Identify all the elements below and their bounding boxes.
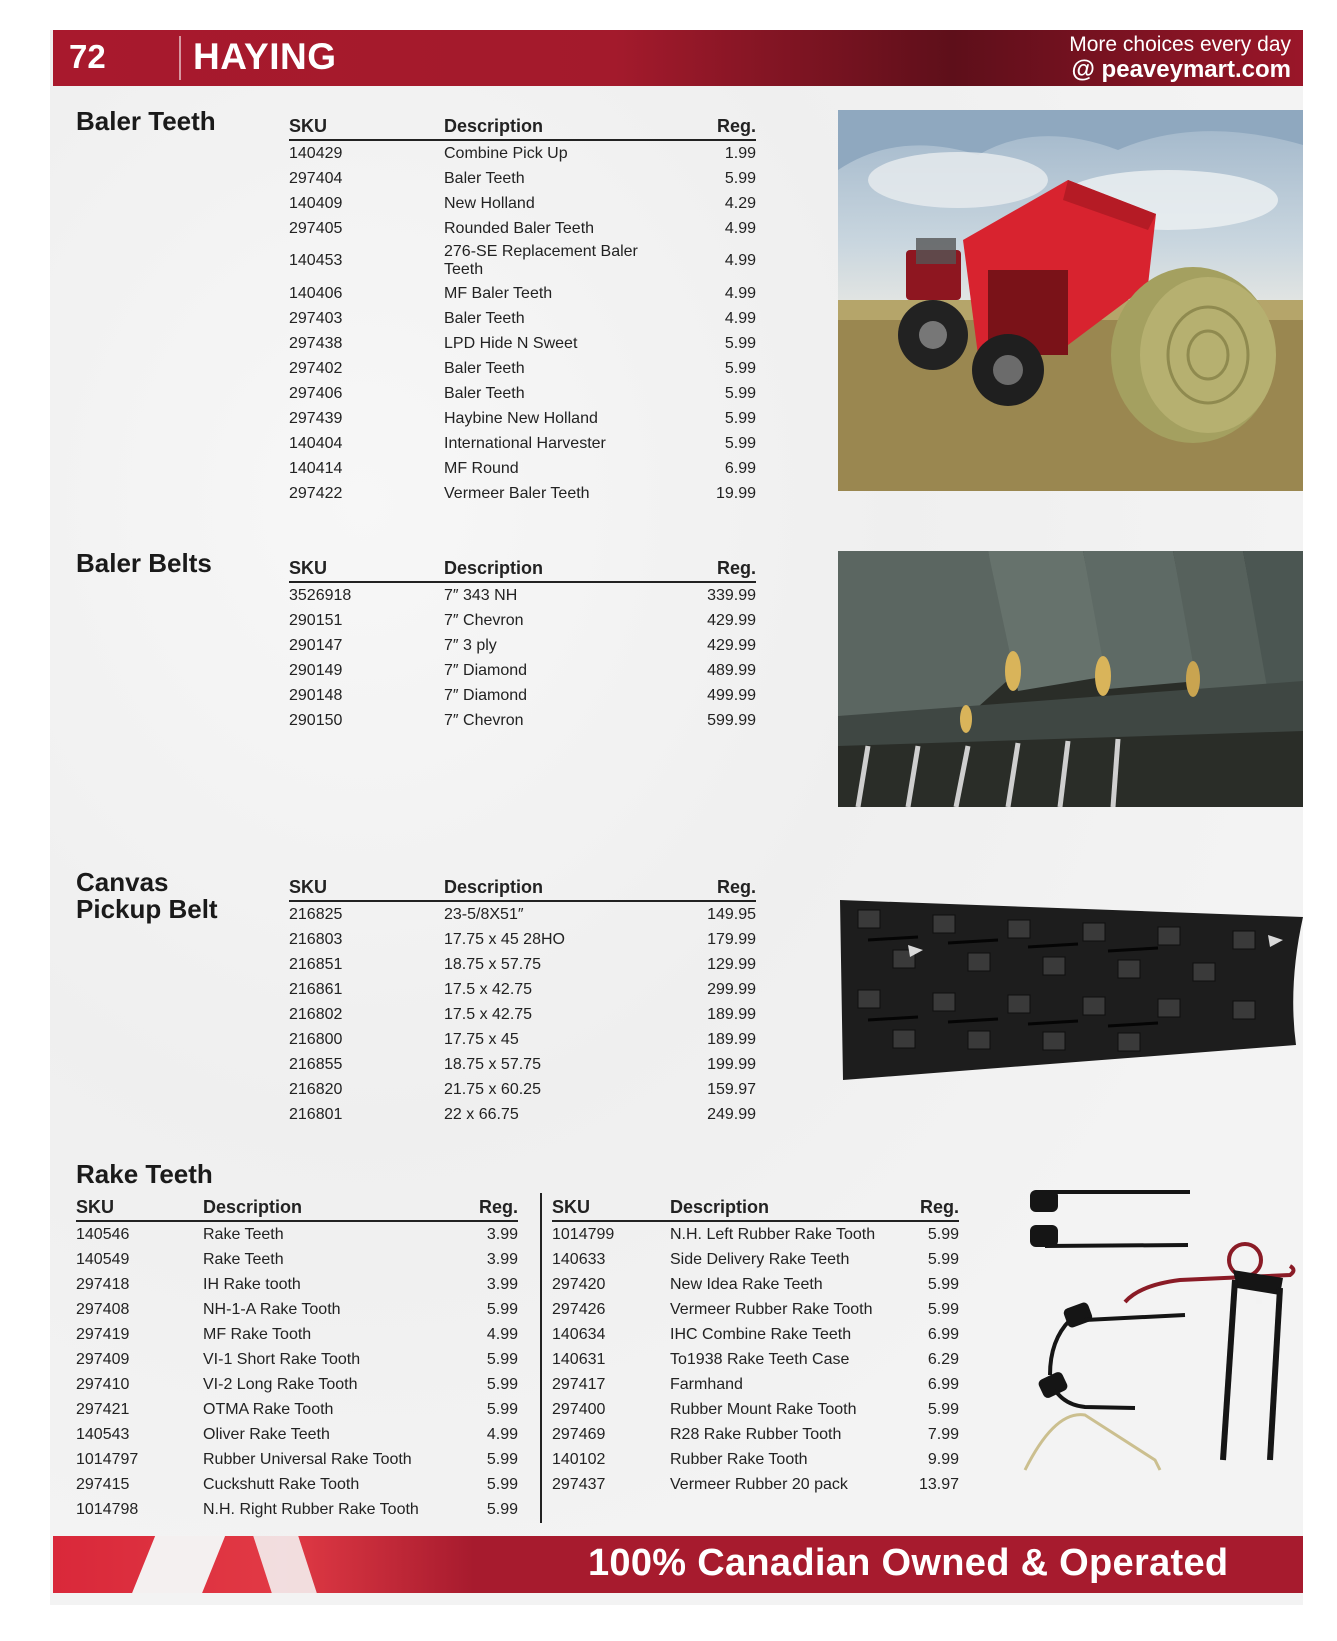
sku-cell: 140549 <box>76 1250 130 1268</box>
description-cell: 17.75 x 45 28HO <box>444 930 565 948</box>
table-row <box>289 331 756 356</box>
price-cell: 4.99 <box>724 309 756 327</box>
page-header <box>53 30 1303 86</box>
reg-header: Reg. <box>900 1196 959 1221</box>
table-row <box>552 1372 959 1397</box>
description-header: Description <box>203 1196 453 1221</box>
description-cell: 7″ Diamond <box>444 686 528 704</box>
baler-belts-table <box>289 557 756 733</box>
table-row <box>289 431 756 456</box>
table-row <box>552 1297 959 1322</box>
price-cell: 9.99 <box>927 1450 959 1468</box>
price-cell: 489.99 <box>707 661 756 679</box>
canvas-pickup-belt-table <box>289 876 756 1127</box>
description-cell: Rake Teeth <box>203 1225 284 1243</box>
sku-cell: 1014797 <box>76 1450 139 1468</box>
sku-cell: 297422 <box>289 484 343 502</box>
table-row <box>76 1472 518 1497</box>
description-cell: N.H. Right Rubber Rake Tooth <box>203 1500 419 1518</box>
flag-stripe <box>127 1536 229 1593</box>
price-cell: 5.99 <box>486 1475 518 1493</box>
description-cell: N.H. Left Rubber Rake Tooth <box>670 1225 876 1243</box>
section-title: HAYING <box>193 36 337 77</box>
table-row <box>289 977 756 1002</box>
description-cell: VI-1 Short Rake Tooth <box>203 1350 361 1368</box>
sku-cell: 297415 <box>76 1475 130 1493</box>
price-cell: 429.99 <box>707 611 756 629</box>
price-cell: 5.99 <box>724 359 756 377</box>
sku-header: SKU <box>289 876 444 901</box>
table-row <box>289 241 756 281</box>
price-cell: 5.99 <box>927 1300 959 1318</box>
header-divider <box>179 36 181 80</box>
table-row <box>289 608 756 633</box>
description-cell: 18.75 x 57.75 <box>444 955 541 973</box>
canvas-heading-line2: Pickup Belt <box>76 894 218 924</box>
sku-cell: 297402 <box>289 359 343 377</box>
description-cell: 7″ 3 ply <box>444 636 497 654</box>
sku-cell: 216825 <box>289 905 343 923</box>
table-row <box>552 1322 959 1347</box>
description-cell: Baler Teeth <box>444 169 525 187</box>
price-cell: 429.99 <box>707 636 756 654</box>
description-cell: 17.5 x 42.75 <box>444 980 533 998</box>
table-row <box>289 456 756 481</box>
price-cell: 3.99 <box>486 1275 518 1293</box>
table-row <box>552 1272 959 1297</box>
sku-header: SKU <box>552 1196 670 1221</box>
price-cell: 5.99 <box>724 384 756 402</box>
sku-cell: 140634 <box>552 1325 606 1343</box>
description-cell: R28 Rake Rubber Tooth <box>670 1425 842 1443</box>
description-header: Description <box>444 876 664 901</box>
description-cell: Rubber Universal Rake Tooth <box>203 1450 412 1468</box>
table-header-row <box>289 115 756 140</box>
price-cell: 19.99 <box>715 484 756 502</box>
sku-cell: 290149 <box>289 661 343 679</box>
description-cell: MF Rake Tooth <box>203 1325 312 1343</box>
price-cell: 13.97 <box>918 1475 959 1493</box>
table-row <box>289 166 756 191</box>
table-row <box>289 1052 756 1077</box>
description-cell: MF Round <box>444 459 519 477</box>
table-row <box>289 901 756 927</box>
table-row <box>76 1322 518 1347</box>
price-cell: 5.99 <box>724 409 756 427</box>
description-cell: 22 x 66.75 <box>444 1105 519 1123</box>
sku-cell: 297418 <box>76 1275 130 1293</box>
description-cell: Farmhand <box>670 1375 743 1393</box>
sku-cell: 140453 <box>289 252 343 269</box>
sku-cell: 140414 <box>289 459 343 477</box>
table-header-row <box>289 876 756 901</box>
price-cell: 4.99 <box>486 1325 518 1343</box>
sku-cell: 216803 <box>289 930 343 948</box>
price-cell: 5.99 <box>486 1400 518 1418</box>
description-cell: MF Baler Teeth <box>444 284 553 302</box>
reg-header: Reg. <box>664 876 756 901</box>
description-cell: 21.75 x 60.25 <box>444 1080 541 1098</box>
price-cell: 6.99 <box>927 1375 959 1393</box>
sku-cell: 290150 <box>289 711 343 729</box>
sku-cell: 297426 <box>552 1300 606 1318</box>
price-cell: 149.95 <box>707 905 756 923</box>
sku-cell: 216861 <box>289 980 343 998</box>
price-cell: 3.99 <box>486 1250 518 1268</box>
sku-cell: 1014799 <box>552 1225 615 1243</box>
description-cell: Rubber Mount Rake Tooth <box>670 1400 857 1418</box>
table-row <box>552 1247 959 1272</box>
sku-cell: 140631 <box>552 1350 606 1368</box>
round-baler-illustration <box>838 110 1303 491</box>
description-cell: Combine Pick Up <box>444 144 568 162</box>
price-cell: 189.99 <box>707 1005 756 1023</box>
price-cell: 4.99 <box>724 252 756 269</box>
sku-cell: 297410 <box>76 1375 130 1393</box>
sku-cell: 290147 <box>289 636 343 654</box>
description-cell: Baler Teeth <box>444 384 525 402</box>
description-cell: OTMA Rake Tooth <box>203 1400 334 1418</box>
description-header: Description <box>670 1196 900 1221</box>
sku-cell: 297403 <box>289 309 343 327</box>
sku-cell: 297437 <box>552 1475 606 1493</box>
description-cell: 7″ 343 NH <box>444 586 518 604</box>
sku-cell: 297417 <box>552 1375 606 1393</box>
description-cell: 276-SE Replacement Baler Teeth <box>444 243 638 278</box>
table-row <box>76 1347 518 1372</box>
description-cell: VI-2 Long Rake Tooth <box>203 1375 358 1393</box>
description-cell: Rubber Rake Tooth <box>670 1450 808 1468</box>
price-cell: 5.99 <box>927 1275 959 1293</box>
sku-cell: 297405 <box>289 219 343 237</box>
baler-belts-heading: Baler Belts <box>76 548 212 578</box>
table-row <box>76 1447 518 1472</box>
table-row <box>289 281 756 306</box>
sku-cell: 140102 <box>552 1450 606 1468</box>
price-cell: 6.29 <box>927 1350 959 1368</box>
price-cell: 249.99 <box>707 1105 756 1123</box>
description-header: Description <box>444 115 664 140</box>
description-cell: To1938 Rake Teeth Case <box>670 1350 850 1368</box>
sku-cell: 297438 <box>289 334 343 352</box>
footer-banner <box>53 1536 1303 1593</box>
sku-cell: 216820 <box>289 1080 343 1098</box>
table-row <box>289 1077 756 1102</box>
flag-stripe <box>250 1536 321 1593</box>
price-cell: 159.97 <box>707 1080 756 1098</box>
table-row <box>76 1272 518 1297</box>
price-cell: 179.99 <box>707 930 756 948</box>
table-row <box>76 1397 518 1422</box>
baler-belts-photo <box>838 551 1303 807</box>
price-cell: 5.99 <box>486 1350 518 1368</box>
description-cell: 7″ Chevron <box>444 711 524 729</box>
rake-teeth-heading: Rake Teeth <box>76 1159 213 1189</box>
description-cell: 17.75 x 45 <box>444 1030 519 1048</box>
price-cell: 199.99 <box>707 1055 756 1073</box>
price-cell: 5.99 <box>724 169 756 187</box>
table-row <box>289 633 756 658</box>
table-row <box>289 952 756 977</box>
sku-cell: 297420 <box>552 1275 606 1293</box>
description-cell: New Idea Rake Teeth <box>670 1275 823 1293</box>
sku-header: SKU <box>289 557 444 582</box>
price-cell: 1.99 <box>724 144 756 162</box>
sku-cell: 297408 <box>76 1300 130 1318</box>
baler-teeth-heading: Baler Teeth <box>76 106 216 136</box>
price-cell: 4.99 <box>724 284 756 302</box>
canvas-belt-photo <box>838 895 1303 1080</box>
table-row <box>289 306 756 331</box>
table-row <box>289 406 756 431</box>
table-row <box>289 140 756 166</box>
table-row <box>289 582 756 608</box>
footer-slogan: 100% Canadian Owned & Operated <box>588 1542 1229 1584</box>
description-cell: Oliver Rake Teeth <box>203 1425 330 1443</box>
price-cell: 5.99 <box>486 1500 518 1518</box>
description-cell: 18.75 x 57.75 <box>444 1055 541 1073</box>
description-cell: Baler Teeth <box>444 359 525 377</box>
table-row <box>552 1422 959 1447</box>
sku-cell: 216851 <box>289 955 343 973</box>
table-row <box>289 356 756 381</box>
description-cell: International Harvester <box>444 434 606 452</box>
sku-cell: 3526918 <box>289 586 352 604</box>
canvas-heading-line1: Canvas <box>76 867 169 897</box>
round-baler-photo <box>838 110 1303 491</box>
sku-cell: 297419 <box>76 1325 130 1343</box>
table-row <box>552 1347 959 1372</box>
table-row <box>289 1027 756 1052</box>
table-row <box>289 927 756 952</box>
description-cell: 7″ Diamond <box>444 661 528 679</box>
sku-cell: 140409 <box>289 194 343 212</box>
description-cell: Rake Teeth <box>203 1250 284 1268</box>
table-header-row <box>289 557 756 582</box>
table-row <box>552 1447 959 1472</box>
sku-cell: 140406 <box>289 284 343 302</box>
table-row <box>552 1472 959 1497</box>
price-cell: 7.99 <box>927 1425 959 1443</box>
sku-cell: 290151 <box>289 611 343 629</box>
sku-header: SKU <box>76 1196 203 1221</box>
sku-cell: 140633 <box>552 1250 606 1268</box>
price-cell: 499.99 <box>707 686 756 704</box>
sku-cell: 290148 <box>289 686 343 704</box>
sku-cell: 216800 <box>289 1030 343 1048</box>
table-row <box>76 1422 518 1447</box>
table-row <box>552 1397 959 1422</box>
description-cell: Rounded Baler Teeth <box>444 219 595 237</box>
baler-belts-illustration <box>838 551 1303 807</box>
price-cell: 5.99 <box>486 1300 518 1318</box>
price-cell: 6.99 <box>927 1325 959 1343</box>
rake-teeth-illustration <box>1005 1170 1305 1490</box>
price-cell: 339.99 <box>707 586 756 604</box>
table-row <box>289 216 756 241</box>
table-row <box>289 481 756 506</box>
sku-cell: 140404 <box>289 434 343 452</box>
description-header: Description <box>444 557 664 582</box>
reg-header: Reg. <box>664 115 756 140</box>
table-row <box>289 658 756 683</box>
table-row <box>289 381 756 406</box>
canadian-flag-graphic <box>53 1536 473 1593</box>
website-link[interactable]: @ peaveymart.com <box>1071 56 1291 83</box>
table-row <box>289 1002 756 1027</box>
sku-cell: 297409 <box>76 1350 130 1368</box>
reg-header: Reg. <box>664 557 756 582</box>
description-cell: Vermeer Rubber 20 pack <box>670 1475 848 1493</box>
table-row <box>76 1372 518 1397</box>
sku-cell: 140543 <box>76 1425 130 1443</box>
table-row <box>552 1221 959 1247</box>
table-row <box>76 1497 518 1522</box>
description-cell: Baler Teeth <box>444 309 525 327</box>
description-cell: Vermeer Baler Teeth <box>444 484 590 502</box>
description-cell: Haybine New Holland <box>444 409 598 427</box>
price-cell: 5.99 <box>927 1225 959 1243</box>
rake-teeth-table-left <box>76 1196 518 1522</box>
price-cell: 5.99 <box>927 1400 959 1418</box>
sku-cell: 297404 <box>289 169 343 187</box>
price-cell: 129.99 <box>707 955 756 973</box>
table-row <box>289 708 756 733</box>
sku-cell: 140429 <box>289 144 343 162</box>
price-cell: 5.99 <box>486 1375 518 1393</box>
sku-cell: 216855 <box>289 1055 343 1073</box>
table-row <box>289 683 756 708</box>
sku-cell: 297400 <box>552 1400 606 1418</box>
canvas-pickup-belt-heading <box>76 869 218 923</box>
price-cell: 6.99 <box>724 459 756 477</box>
sku-cell: 140546 <box>76 1225 130 1243</box>
price-cell: 5.99 <box>724 334 756 352</box>
page-number: 72 <box>69 38 106 75</box>
rake-teeth-photo <box>1005 1170 1305 1490</box>
column-separator <box>540 1193 542 1523</box>
table-row <box>289 1102 756 1127</box>
sku-cell: 216801 <box>289 1105 343 1123</box>
description-cell: 17.5 x 42.75 <box>444 1005 533 1023</box>
baler-teeth-table <box>289 115 756 506</box>
price-cell: 3.99 <box>486 1225 518 1243</box>
table-row <box>289 191 756 216</box>
table-row <box>76 1247 518 1272</box>
table-header-row <box>552 1196 959 1221</box>
sku-header: SKU <box>289 115 444 140</box>
description-cell: Cuckshutt Rake Tooth <box>203 1475 360 1493</box>
description-cell: LPD Hide N Sweet <box>444 334 578 352</box>
price-cell: 4.29 <box>724 194 756 212</box>
sku-cell: 297406 <box>289 384 343 402</box>
tagline: More choices every day <box>1069 33 1291 56</box>
description-cell: Vermeer Rubber Rake Tooth <box>670 1300 873 1318</box>
price-cell: 4.99 <box>486 1425 518 1443</box>
sku-cell: 216802 <box>289 1005 343 1023</box>
price-cell: 299.99 <box>707 980 756 998</box>
description-cell: 7″ Chevron <box>444 611 524 629</box>
description-cell: Side Delivery Rake Teeth <box>670 1250 850 1268</box>
canvas-belt-illustration <box>838 895 1303 1080</box>
sku-cell: 1014798 <box>76 1500 139 1518</box>
price-cell: 5.99 <box>486 1450 518 1468</box>
reg-header: Reg. <box>453 1196 518 1221</box>
table-header-row <box>76 1196 518 1221</box>
description-cell: New Holland <box>444 194 535 212</box>
table-row <box>76 1297 518 1322</box>
description-cell: NH-1-A Rake Tooth <box>203 1300 341 1318</box>
description-cell: 23-5/8X51″ <box>444 905 524 923</box>
table-row <box>76 1221 518 1247</box>
description-cell: IH Rake tooth <box>203 1275 301 1293</box>
sku-cell: 297439 <box>289 409 343 427</box>
price-cell: 4.99 <box>724 219 756 237</box>
price-cell: 5.99 <box>927 1250 959 1268</box>
price-cell: 599.99 <box>707 711 756 729</box>
price-cell: 5.99 <box>724 434 756 452</box>
description-cell: IHC Combine Rake Teeth <box>670 1325 852 1343</box>
sku-cell: 297469 <box>552 1425 606 1443</box>
sku-cell: 297421 <box>76 1400 130 1418</box>
price-cell: 189.99 <box>707 1030 756 1048</box>
rake-teeth-table-right <box>552 1196 959 1497</box>
